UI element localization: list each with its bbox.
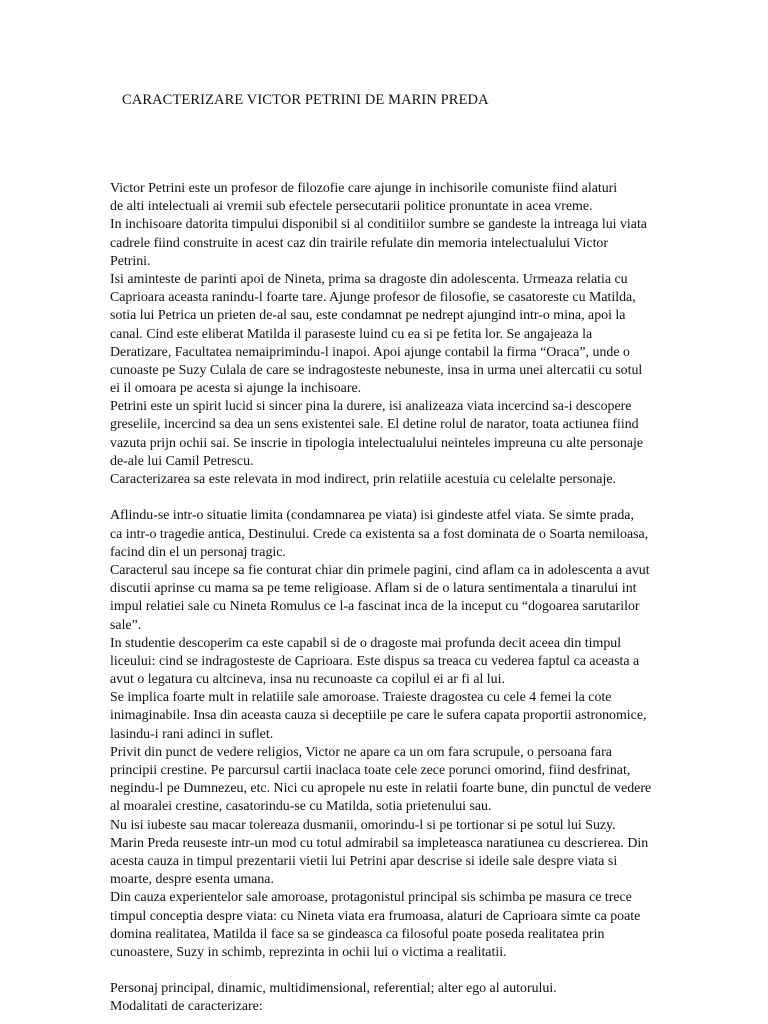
text-line: cunoastere, Suzy in schimb, reprezinta in ochii lui o victima a realitatii. (110, 944, 507, 960)
text-line: lasindu-i rani adinci in suflet. (110, 726, 274, 742)
text-line: de-ale lui Camil Petrescu. (110, 453, 254, 469)
text-line: Marin Preda reuseste intr-un mod cu totul admirabil sa impleteasca naratiunea cu descrierea. Din (110, 835, 649, 851)
text-line: Petrini este un spirit lucid si sincer pina la durere, isi analizeaza viata incercind sa-i descopere (110, 399, 632, 415)
text-line: sotia lui Petrica un prieten de-al sau, este condamnat pe nedrept ajungind intr-o mina, apoi la (110, 308, 626, 324)
paragraph-gap (110, 962, 720, 980)
text-line: cadrele fiind construite in acest caz din trairile refulate din memoria intelectualului Victor (110, 235, 608, 251)
text-line: In studentie descoperim ca este capabil si de o dragoste mai profunda decit aceea din timpul (110, 635, 622, 651)
text-line: greselile, incercind sa dea un sens existentei sale. El detine rolul de narator, toata actiunea fiind (110, 417, 639, 433)
text-line: inimaginabile. Insa din aceasta cauza si deceptiile pe care le sufera capata proportii astronomice, (110, 708, 647, 724)
text-line: de alti intelectuali ai vremii sub efectele persecutarii politice pronuntate in acea vreme. (110, 199, 593, 215)
text-line: Se implica foarte mult in relatiile sale amoroase. Traieste dragostea cu cele 4 femei la cote (110, 690, 612, 706)
text-line: Victor Petrini este un profesor de filozofie care ajunge in inchisorile comuniste fiind alaturi (110, 181, 618, 196)
text-line: moarte, despre esenta umana. (110, 872, 274, 888)
text-line: Isi aminteste de parinti apoi de Nineta, prima sa dragoste din adolescenta. Urmeaza relatia cu (110, 271, 628, 287)
text-line: al moaralei crestine, casatorindu-se cu Matilda, sotia prietenului sau. (110, 799, 492, 815)
text-line: impul relatiei sale cu Nineta Romulus ce l-a fascinat inca de la inceput cu “dogoarea sarutarilor (110, 599, 640, 615)
text-line: principii crestine. Pe parcursul cartii inaclaca toate cele zece porunci omorind, fiind desfrinat, (110, 763, 631, 778)
document-title: CARACTERIZARE VICTOR PETRINI DE MARIN PREDA (122, 92, 489, 108)
text-line: cunoaste pe Suzy Culala de care se indragosteste nebuneste, insa in urma unei altercatii cu sotul (110, 362, 643, 378)
text-line: vazuta prijn ochii sai. Se inscrie in tipologia intelectualului neinteles impreuna cu alte personaje (110, 435, 644, 451)
text-line: negindu-l pe Dumnezeu, etc. Nici cu apropele nu este in relatii foarte bune, din punctul de vedere (110, 781, 652, 797)
text-line: timpul conceptia despre viata: cu Nineta viata era frumoasa, alaturi de Caprioara simte ca poate (110, 908, 641, 924)
text-line: acesta cauza in timpul prezentarii vietii lui Petrini apar descrise si ideile sale despre viata si (110, 853, 618, 869)
text-line: Din cauza experientelor sale amoroase, protagonistul principal sis schimba pe masura ce trece (110, 890, 632, 906)
text-line: Nu isi iubeste sau macar tolereaza dusmanii, omorindu-l si pe tortionar si pe sotul lui Suzy. (110, 817, 616, 833)
text-line: domina realitatea, Matilda il face sa se gindeasca ca filosoful poate poseda realitatea prin (110, 926, 605, 942)
text-line: Personaj principal, dinamic, multidimensional, referential; alter ego al autorului. (110, 981, 557, 997)
text-line: discutii aprinse cu mama sa pe teme religioase. Aflam si de o latura sentimentala a tinarului int (110, 581, 637, 597)
text-line: In inchisoare datorita timpului disponibil si al conditiilor sumbre se gandeste la intreaga lui viata (110, 217, 647, 233)
text-line: liceului: cind se indragosteste de Caprioara. Este dispus sa treaca cu vederea faptul ca aceasta a (110, 653, 640, 669)
text-line: Caracterul sau incepe sa fie conturat chiar din primele pagini, cind aflam ca in adolescenta a avut (110, 562, 650, 578)
text-line: ei il omoara pe acesta si ajunge la inchisoare. (110, 381, 362, 397)
text-line: Modalitati de caracterizare: (110, 999, 263, 1015)
text-line: Caprioara aceasta ranindu-l foarte tare. Ajunge profesor de filosofie, se casatoreste cu Matilda, (110, 290, 636, 306)
paragraph-gap (110, 489, 720, 507)
text-line: facind din el un personaj tragic. (110, 544, 286, 560)
text-line: Petrini. (110, 253, 151, 269)
text-line: Caracterizarea sa este relevata in mod indirect, prin relatiile acestuia cu celelalte personaje. (110, 472, 616, 487)
text-line: sale”. (110, 617, 142, 633)
text-line: ca intr-o tragedie antica, Destinului. Crede ca existenta sa a fost dominata de o Soarta nemiloasa, (110, 526, 649, 542)
text-line: Privit din punct de vedere religios, Victor ne apare ca un om fara scrupule, o persoana fara (110, 744, 612, 760)
text-line: Aflindu-se intr-o situatie limita (condamnarea pe viata) isi gindeste atfel viata. Se simte prada, (110, 508, 634, 524)
text-line: avut o legatura cu altcineva, insa nu recunoaste ca copilul ei ar fi al lui. (110, 672, 505, 688)
document-body (110, 180, 720, 1017)
text-line: canal. Cind este eliberat Matilda il paraseste luind cu ea si pe fetita lor. Se angajeaza la (110, 326, 593, 342)
text-line: Deratizare, Facultatea nemaiprimindu-l inapoi. Apoi ajunge contabil la firma “Oraca”, unde o (110, 344, 630, 360)
